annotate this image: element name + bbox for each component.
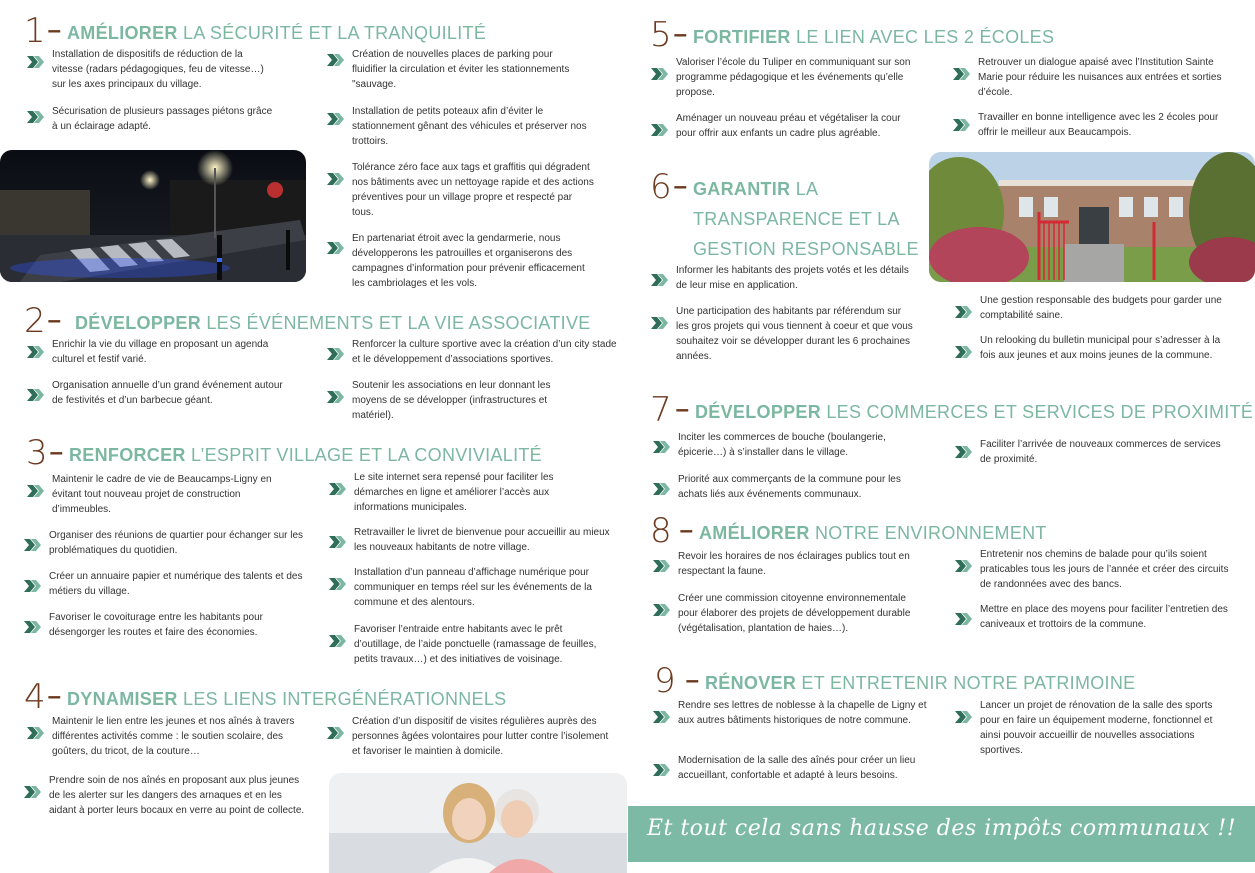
list-item: Installation de petits poteaux afin d’éviter le stationnement gênant des véhicules et préserver nos trottoirs. [326, 104, 596, 149]
list-item: Maintenir le cadre de vie de Beaucamps-Ligny en évitant tout nouveau projet de construction d’immeubles. [26, 472, 301, 517]
section-number: 7 [650, 390, 672, 430]
section-title: DYNAMISER LES LIENS INTERGÉNÉRATIONNELS [67, 689, 507, 709]
list-item: Informer les habitants des projets votés et les détails de leur mise en application. [650, 263, 915, 293]
list-item: Favoriser le covoiturage entre les habitants pour désengorger les routes et faire des économies. [23, 610, 308, 640]
section-8-heading [650, 511, 1047, 551]
section-6-heading [650, 167, 923, 264]
chevron-arrow-icon [326, 112, 346, 126]
banner-text: Et tout cela sans hausse des impôts communaux !! [646, 816, 1237, 841]
section-3-heading [26, 433, 542, 473]
section-number: 2 [24, 301, 46, 341]
night-crosswalk-photo [0, 150, 306, 282]
chevron-arrow-icon [26, 55, 46, 69]
list-item: En partenariat étroit avec la gendarmerie, nous développerons les patrouilles et organiserons des campagnes d’information pour prévenir efficacement les cambriolages et les vols. [326, 231, 596, 291]
section-title: RÉNOVER ET ENTRETENIR NOTRE PATRIMOINE [705, 673, 1136, 693]
section-2-heading [24, 301, 591, 341]
list-item: Priorité aux commerçants de la commune pour les achats liés aux événements communaux. [652, 472, 932, 502]
list-item: Installation d’un panneau d’affichage numérique pour communiquer en temps réel sur les événements de la commune et des alentours. [328, 565, 598, 610]
list-item: Prendre soin de nos aînés en proposant aux plus jeunes de les alerter sur les dangers des arnaques et en les aidant à porter leurs bocaux en verre au point de collecte. [23, 773, 308, 818]
list-item: Soutenir les associations en leur donnant les moyens de se développer (infrastructures et matériel). [326, 378, 581, 423]
list-item: Retrouver un dialogue apaisé avec l’Institution Sainte Marie pour réduire les nuisances aux entrées et sorties d’école. [952, 55, 1227, 100]
section-dash: – [673, 173, 687, 200]
chevron-arrow-icon [326, 726, 346, 740]
list-item: Valoriser l’école du Tuliper en communiquant sur son programme pédagogique et les événements qu’elle propose. [650, 55, 920, 100]
list-item: Lancer un projet de rénovation de la salle des sports pour en faire un équipement moderne, fonctionnel et ainsi pouvoir accueillir de nouvelles associations sportives. [954, 698, 1234, 758]
chevron-arrow-icon [23, 538, 43, 552]
chevron-arrow-icon [26, 345, 46, 359]
section-9-heading [654, 661, 1136, 701]
section-number: 5 [650, 15, 672, 55]
chevron-arrow-icon [326, 53, 346, 67]
list-item: Une gestion responsable des budgets pour garder une comptabilité saine. [954, 293, 1234, 323]
section-number: 8 [650, 511, 672, 551]
section-4-heading [24, 677, 507, 717]
tax-promise-banner [628, 806, 1255, 862]
list-item: Entretenir nos chemins de balade pour qu’ils soient praticables tous les jours de l’année et créer des circuits de randonnées avec des bancs. [954, 547, 1239, 592]
list-item: Revoir les horaires de nos éclairages publics tout en respectant la faune. [652, 549, 932, 579]
list-item: Un relooking du bulletin municipal pour s’adresser à la fois aux jeunes et aux moins jeunes de la commune. [954, 333, 1234, 363]
chevron-arrow-icon [652, 763, 672, 777]
list-item: Enrichir la vie du village en proposant un agenda culturel et festif varié. [26, 337, 296, 367]
list-item: Retravailler le livret de bienvenue pour accueillir au mieux les nouveaux habitants de notre village. [328, 525, 613, 555]
chevron-arrow-icon [952, 67, 972, 81]
chevron-arrow-icon [326, 390, 346, 404]
chevron-arrow-icon [26, 110, 46, 124]
chevron-arrow-icon [26, 484, 46, 498]
list-item: Mettre en place des moyens pour faciliter l’entretien des caniveaux et trottoirs de la commune. [954, 602, 1244, 632]
list-item: Aménager un nouveau préau et végétaliser la cour pour offrir aux enfants un cadre plus agréable. [650, 111, 920, 141]
section-title: DÉVELOPPER LES ÉVÉNEMENTS ET LA VIE ASSOCIATIVE [75, 313, 591, 333]
chevron-arrow-icon [326, 241, 346, 255]
section-dash: – [673, 21, 687, 48]
chevron-arrow-icon [326, 347, 346, 361]
list-item: Modernisation de la salle des aînés pour créer un lieu accueillant, confortable et adapté à leurs besoins. [652, 753, 942, 783]
chevron-arrow-icon [23, 620, 43, 634]
section-number: 6 [650, 167, 672, 207]
school-photo [929, 152, 1255, 282]
chevron-arrow-icon [954, 345, 974, 359]
intergenerational-photo [329, 773, 627, 873]
chevron-arrow-icon [26, 726, 46, 740]
chevron-arrow-icon [652, 603, 672, 617]
chevron-arrow-icon [328, 577, 348, 591]
list-item: Organisation annuelle d’un grand événement autour de festivités et d’un barbecue géant. [26, 378, 296, 408]
list-item: Installation de dispositifs de réduction de la vitesse (radars pédagogiques, feu de vitesse…) sur les axes principaux du village. [26, 47, 276, 92]
list-item: Création de nouvelles places de parking pour fluidifier la circulation et éviter les stationnements "sauvage. [326, 47, 581, 92]
chevron-arrow-icon [954, 445, 974, 459]
chevron-arrow-icon [328, 634, 348, 648]
section-dash: – [685, 667, 699, 694]
chevron-arrow-icon [328, 482, 348, 496]
chevron-arrow-icon [952, 118, 972, 132]
section-dash: – [47, 683, 61, 710]
list-item: Maintenir le lien entre les jeunes et nos aînés à travers différentes activités comme : le soutien scolaire, des goûters, du tricot, de la couture… [26, 714, 296, 759]
chevron-arrow-icon [650, 123, 670, 137]
section-5-heading [650, 15, 1055, 55]
section-1-heading [24, 11, 487, 51]
section-number: 1 [24, 11, 46, 51]
section-dash: – [47, 17, 61, 44]
section-title: AMÉLIORER NOTRE ENVIRONNEMENT [699, 523, 1047, 543]
section-dash: – [679, 517, 693, 544]
chevron-arrow-icon [650, 316, 670, 330]
chevron-arrow-icon [23, 785, 43, 799]
list-item: Sécurisation de plusieurs passages piétons grâce à un éclairage adapté. [26, 104, 276, 134]
list-item: Tolérance zéro face aux tags et graffitis qui dégradent nos bâtiments avec un nettoyage rapide et des actions préventives pour un village propre et respecté par tous. [326, 160, 596, 220]
section-number: 4 [24, 677, 46, 717]
chevron-arrow-icon [954, 305, 974, 319]
chevron-arrow-icon [26, 388, 46, 402]
list-item: Organiser des réunions de quartier pour échanger sur les problématiques du quotidien. [23, 528, 308, 558]
section-title: FORTIFIER LE LIEN AVEC LES 2 ÉCOLES [693, 27, 1055, 47]
chevron-arrow-icon [954, 612, 974, 626]
list-item: Créer une commission citoyenne environnementale pour élaborer des projets de développement durable (végétalisation, plantation de haies…). [652, 591, 912, 636]
chevron-arrow-icon [652, 710, 672, 724]
chevron-arrow-icon [23, 579, 43, 593]
chevron-arrow-icon [326, 172, 346, 186]
chevron-arrow-icon [652, 482, 672, 496]
section-7-heading [650, 390, 1254, 430]
chevron-arrow-icon [650, 273, 670, 287]
chevron-arrow-icon [650, 67, 670, 81]
list-item: Travailler en bonne intelligence avec les 2 écoles pour offrir le meilleur aux Beaucampois. [952, 110, 1227, 140]
list-item: Création d’un dispositif de visites régulières auprès des personnes âgées volontaires pour lutter contre l’isolement et favoriser le maintien à domicile. [326, 714, 611, 759]
chevron-arrow-icon [328, 535, 348, 549]
section-number: 9 [654, 661, 676, 701]
list-item: Rendre ses lettres de noblesse à la chapelle de Ligny et aux autres bâtiments historiques de notre commune. [652, 698, 932, 728]
list-item: Faciliter l’arrivée de nouveaux commerces de services de proximité. [954, 437, 1224, 467]
section-dash: – [675, 396, 689, 423]
section-number: 3 [26, 433, 48, 473]
chevron-arrow-icon [954, 710, 974, 724]
chevron-arrow-icon [954, 559, 974, 573]
section-title: RENFORCER L’ESPRIT VILLAGE ET LA CONVIVIALITÉ [69, 445, 542, 465]
list-item: Favoriser l’entraide entre habitants avec le prêt d’outillage, de l’aide ponctuelle (ramassage de feuilles, petits travaux…) et des initiatives de voisinage. [328, 622, 613, 667]
section-dash: – [47, 307, 61, 334]
chevron-arrow-icon [652, 559, 672, 573]
chevron-arrow-icon [652, 440, 672, 454]
list-item: Le site internet sera repensé pour faciliter les démarches en ligne et améliorer l’accès aux informations municipales. [328, 470, 588, 515]
section-title: AMÉLIORER LA SÉCURITÉ ET LA TRANQUILITÉ [67, 23, 487, 43]
section-title: GARANTIR LA TRANSPARENCE ET LA GESTION RESPONSABLE [693, 179, 919, 259]
list-item: Renforcer la culture sportive avec la création d’un city stade et le développement d’associations sportives. [326, 337, 621, 367]
list-item: Une participation des habitants par référendum sur les gros projets qui vous tiennent à coeur et que vous souhaitez voir se développer durant les 6 prochaines années. [650, 304, 915, 364]
section-title: DÉVELOPPER LES COMMERCES ET SERVICES DE PROXIMITÉ [695, 402, 1254, 422]
list-item: Inciter les commerces de bouche (boulangerie, épicerie…) à s’installer dans le village. [652, 430, 932, 460]
section-dash: – [49, 439, 63, 466]
list-item: Créer un annuaire papier et numérique des talents et des métiers du village. [23, 569, 308, 599]
